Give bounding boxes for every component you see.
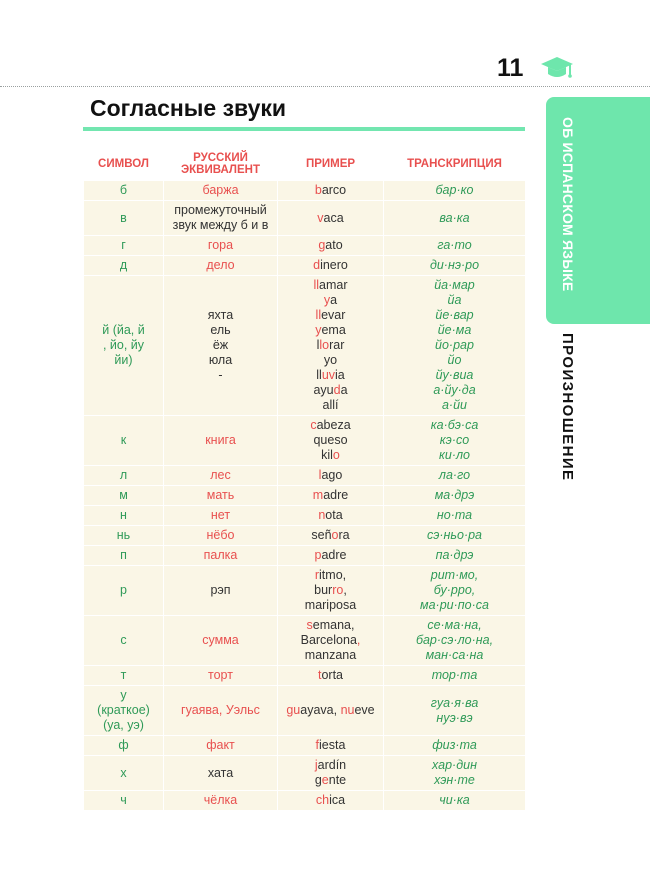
page-number: 11 (497, 54, 524, 82)
side-chapter-label: ПРОИЗНОШЕНИЕ (559, 333, 576, 482)
example-cell: jardín gente (278, 756, 384, 791)
symbol-cell: ч (84, 791, 164, 811)
equivalent-cell: баржа (164, 181, 278, 201)
equivalent-cell: промежуточный звук между б и в (164, 201, 278, 236)
consonants-table (83, 147, 526, 811)
symbol-cell: п (84, 546, 164, 566)
equivalent-cell: дело (164, 256, 278, 276)
equivalent-cell: книга (164, 416, 278, 466)
equivalent-cell: гора (164, 236, 278, 256)
symbol-cell: ф (84, 736, 164, 756)
symbol-cell: т (84, 666, 164, 686)
example-cell: madre (278, 486, 384, 506)
equivalent-cell: торт (164, 666, 278, 686)
equivalent-cell: факт (164, 736, 278, 756)
table-row (84, 236, 526, 256)
transcription-cell: гуа·я·ва нуэ·вэ (384, 686, 526, 736)
equivalent-cell: мать (164, 486, 278, 506)
example-cell: ritmo, burro, mariposa (278, 566, 384, 616)
column-header: РУССКИЙ ЭКВИВАЛЕНТ (164, 148, 278, 181)
symbol-cell: в (84, 201, 164, 236)
example-cell: barco (278, 181, 384, 201)
equivalent-cell: рэп (164, 566, 278, 616)
symbol-cell: у (краткое) (уа, уэ) (84, 686, 164, 736)
example-cell: dinero (278, 256, 384, 276)
symbol-cell: х (84, 756, 164, 791)
table-row (84, 276, 526, 416)
transcription-cell: бар·ко (384, 181, 526, 201)
table-row (84, 181, 526, 201)
table-header-row (84, 148, 526, 181)
transcription-cell: хар·дин хэн·те (384, 756, 526, 791)
example-cell: llamar ya llevar yema llorar yo lluvia ayuda allí (278, 276, 384, 416)
symbol-cell: н (84, 506, 164, 526)
column-header: СИМВОЛ (84, 148, 164, 181)
table-row (84, 686, 526, 736)
example-cell: guayava, nueve (278, 686, 384, 736)
transcription-cell: ма·дрэ (384, 486, 526, 506)
graduation-cap-icon (540, 55, 574, 83)
example-cell: fiesta (278, 736, 384, 756)
transcription-cell: га·то (384, 236, 526, 256)
title-underline (83, 127, 525, 131)
transcription-cell: физ·та (384, 736, 526, 756)
equivalent-cell: хата (164, 756, 278, 791)
table-row (84, 526, 526, 546)
example-cell: torta (278, 666, 384, 686)
example-cell: nota (278, 506, 384, 526)
equivalent-cell: нёбо (164, 526, 278, 546)
symbol-cell: г (84, 236, 164, 256)
example-cell: chica (278, 791, 384, 811)
equivalent-cell: яхта ель ёж юла - (164, 276, 278, 416)
table-row (84, 791, 526, 811)
table-row (84, 201, 526, 236)
transcription-cell: ла·го (384, 466, 526, 486)
transcription-cell: сэ·ньо·ра (384, 526, 526, 546)
table-row (84, 506, 526, 526)
symbol-cell: м (84, 486, 164, 506)
equivalent-cell: гуаява, Уэльс (164, 686, 278, 736)
table-row (84, 416, 526, 466)
symbol-cell: с (84, 616, 164, 666)
table-row (84, 616, 526, 666)
example-cell: cabeza queso kilo (278, 416, 384, 466)
example-cell: lago (278, 466, 384, 486)
side-tab-label: ОБ ИСПАНСКОМ ЯЗЫКЕ (560, 117, 576, 292)
table-row (84, 466, 526, 486)
equivalent-cell: чёлка (164, 791, 278, 811)
transcription-cell: рит·мо, бу·рро, ма·ри·по·са (384, 566, 526, 616)
equivalent-cell: нет (164, 506, 278, 526)
symbol-cell: й (йа, й , йо, йу йи) (84, 276, 164, 416)
transcription-cell: се·ма·на, бар·сэ·ло·на, ман·са·на (384, 616, 526, 666)
transcription-cell: ка·бэ·са кэ·со ки·ло (384, 416, 526, 466)
example-cell: padre (278, 546, 384, 566)
transcription-cell: но·та (384, 506, 526, 526)
equivalent-cell: палка (164, 546, 278, 566)
symbol-cell: р (84, 566, 164, 616)
header-divider (0, 86, 650, 87)
symbol-cell: нь (84, 526, 164, 546)
example-cell: vaca (278, 201, 384, 236)
table-row (84, 256, 526, 276)
table-row (84, 756, 526, 791)
transcription-cell: ва·ка (384, 201, 526, 236)
transcription-cell: чи·ка (384, 791, 526, 811)
column-header: ТРАНСКРИПЦИЯ (384, 148, 526, 181)
column-header: ПРИМЕР (278, 148, 384, 181)
transcription-cell: ди·нэ·ро (384, 256, 526, 276)
symbol-cell: д (84, 256, 164, 276)
table-row (84, 566, 526, 616)
equivalent-cell: лес (164, 466, 278, 486)
example-cell: señora (278, 526, 384, 546)
symbol-cell: л (84, 466, 164, 486)
symbol-cell: б (84, 181, 164, 201)
table-row (84, 666, 526, 686)
example-cell: semana, Barcelona, manzana (278, 616, 384, 666)
transcription-cell: йа·мар йа йе·вар йе·ма йо·рар йо йу·виа а·йу·да а·йи (384, 276, 526, 416)
transcription-cell: тор·та (384, 666, 526, 686)
transcription-cell: па·дрэ (384, 546, 526, 566)
symbol-cell: к (84, 416, 164, 466)
section-title: Согласные звуки (90, 95, 287, 121)
table-row (84, 736, 526, 756)
table-row (84, 486, 526, 506)
equivalent-cell: сумма (164, 616, 278, 666)
example-cell: gato (278, 236, 384, 256)
table-row (84, 546, 526, 566)
